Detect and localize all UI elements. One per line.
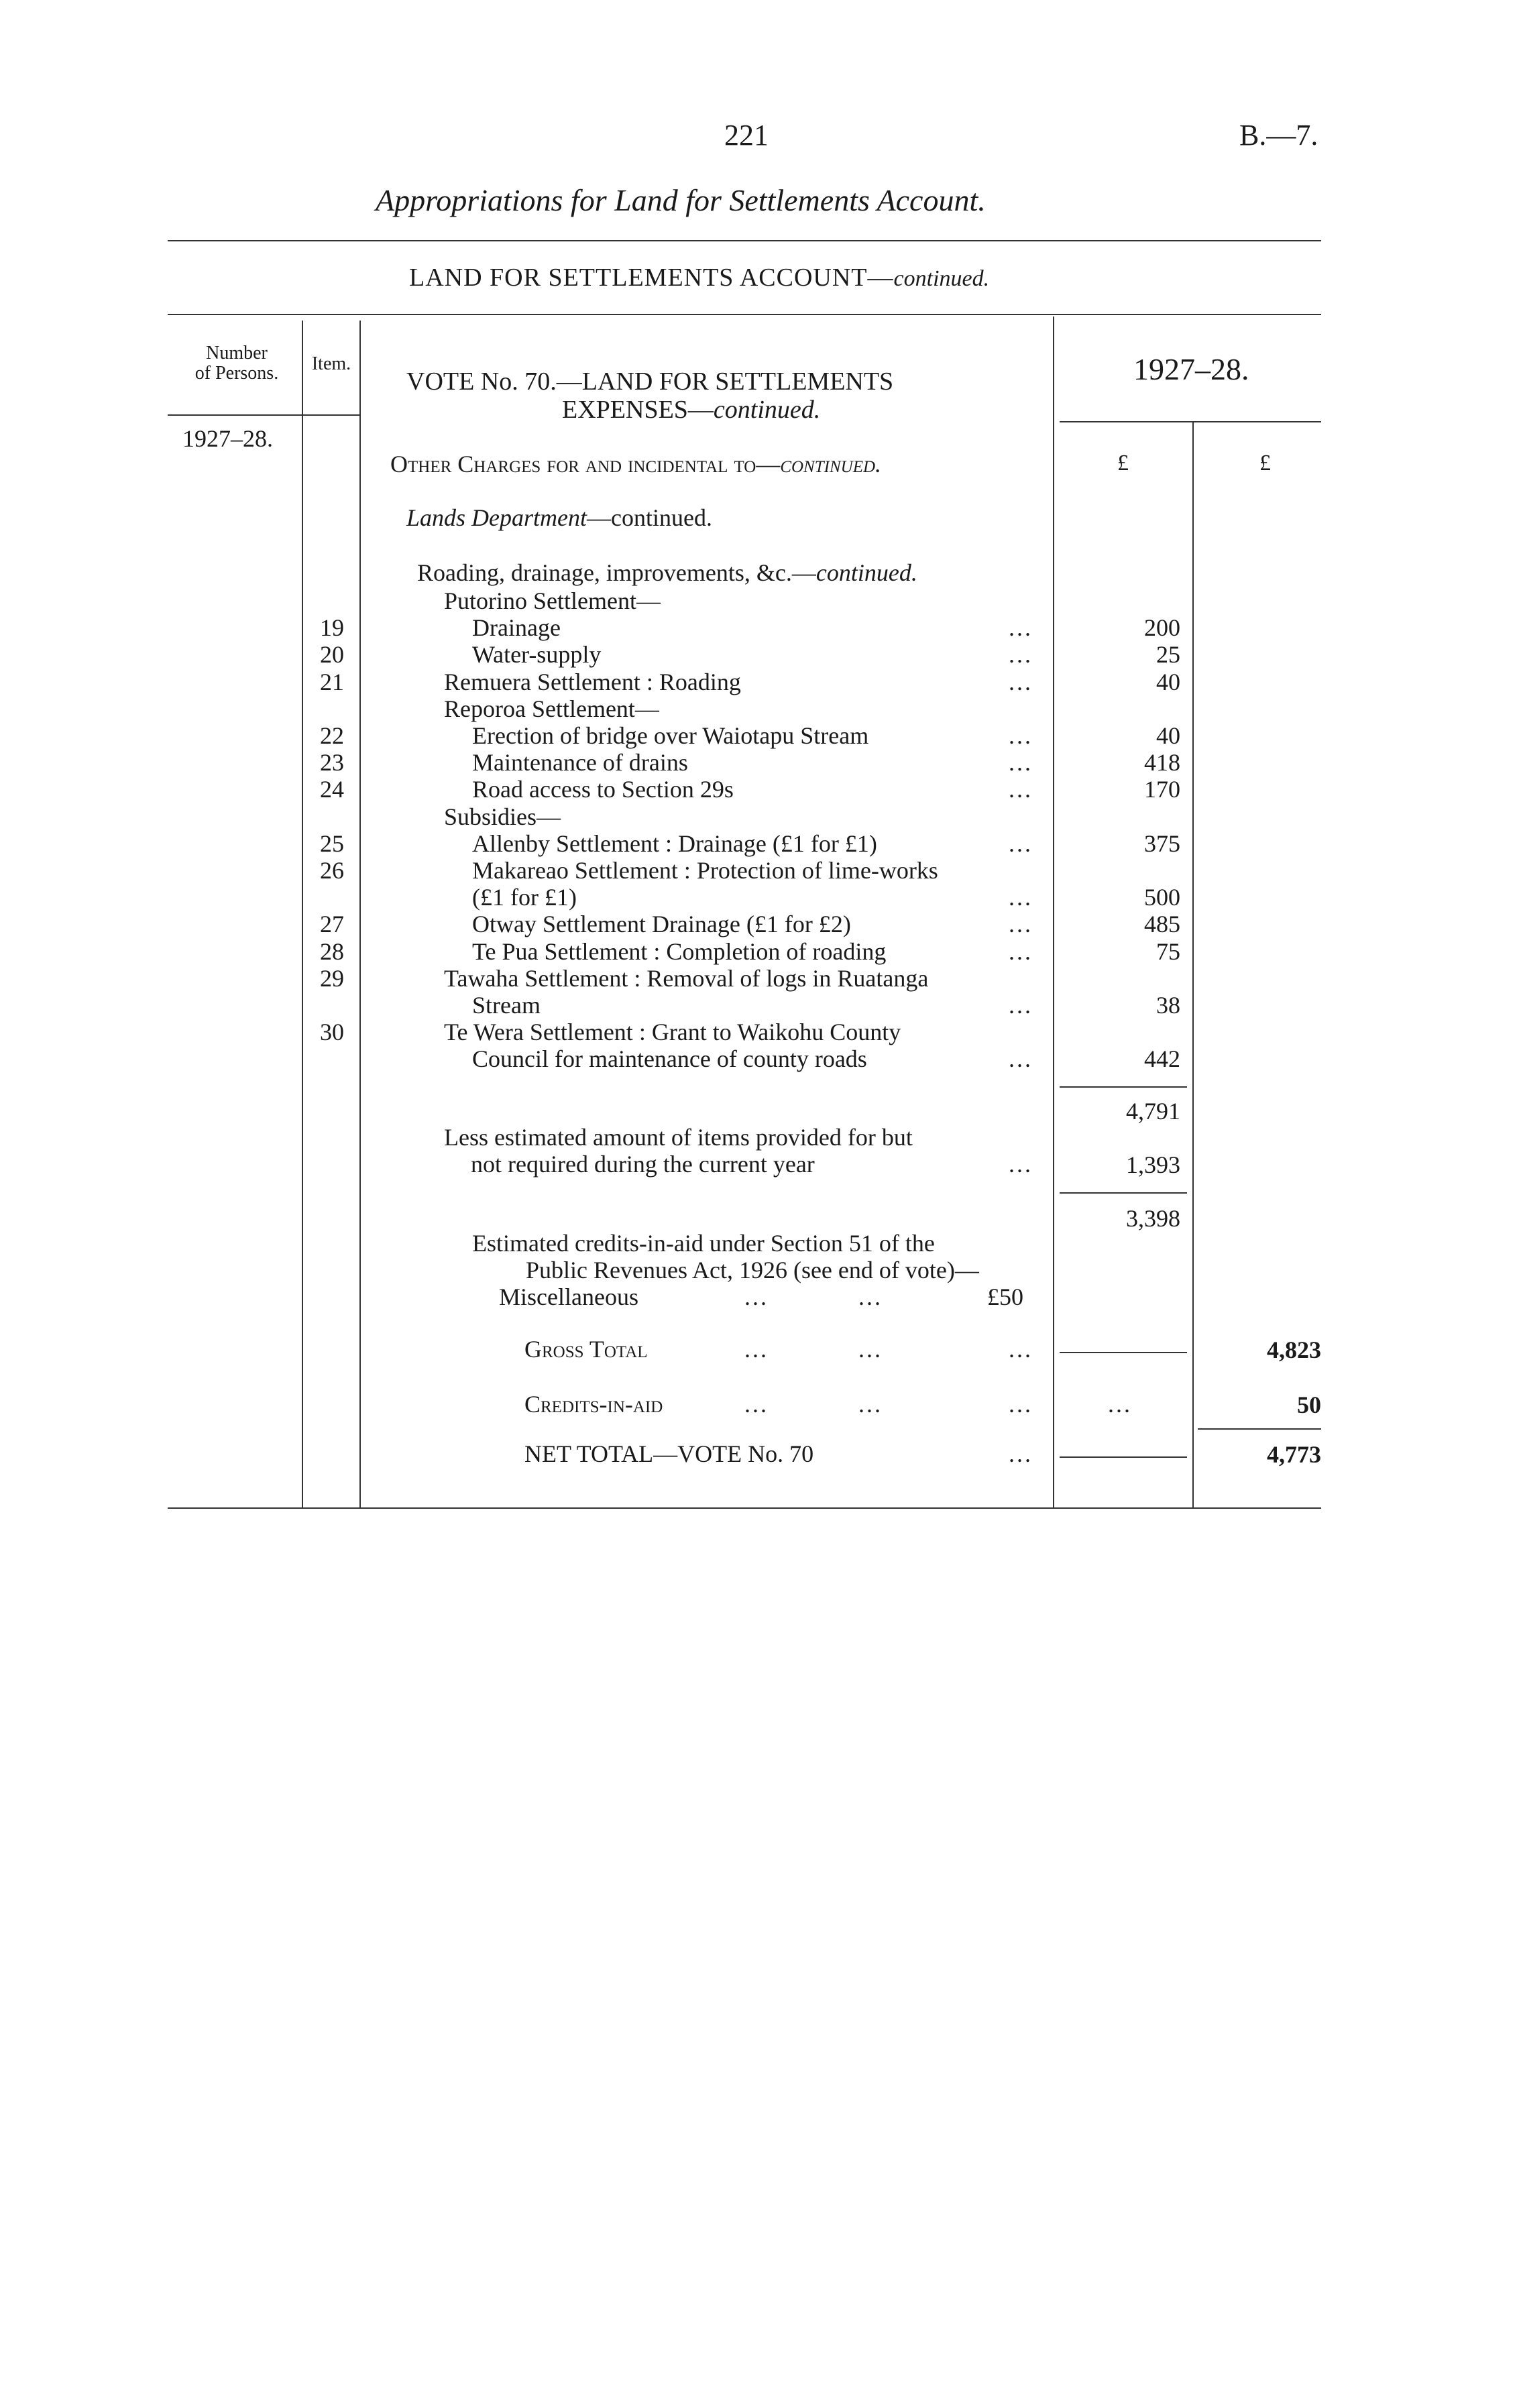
- gross-total-dots-1: ...: [744, 1336, 769, 1363]
- line-item-row: [0, 803, 1521, 830]
- line-item-row: [0, 776, 1521, 803]
- line-item-row: [0, 965, 1521, 992]
- line-item-row: [0, 857, 1521, 884]
- line-item-amount: 38: [1156, 992, 1180, 1019]
- table-top-rule: [168, 314, 1321, 315]
- line-item-row: [0, 1019, 1521, 1045]
- line-item-text: Remuera Settlement : Roading: [444, 668, 741, 695]
- credits-dots-1: ...: [744, 1283, 769, 1310]
- credits-dots-2: ...: [858, 1283, 883, 1310]
- line-item-row: [0, 641, 1521, 668]
- line-item-number: 22: [320, 722, 344, 749]
- credits-estimate-text: Estimated credits-in-aid under Section 51 of the Public Revenues Act, 1926 (see end of vote)— Miscellaneous: [472, 1230, 979, 1310]
- line-item-amount: 40: [1156, 668, 1180, 695]
- line-item-dots: ...: [1009, 614, 1033, 642]
- line-item-text: Makareao Settlement : Protection of lime-works: [472, 857, 938, 884]
- number-of-persons-header: Number of Persons.: [194, 343, 279, 384]
- department-heading: Lands Department—continued.: [406, 504, 712, 531]
- year-header: 1927–28.: [1133, 352, 1249, 386]
- line-item-amount: 442: [1144, 1045, 1180, 1073]
- line-item-amount: 375: [1144, 829, 1180, 857]
- year-header-rule: [1060, 421, 1321, 422]
- line-item-dots: ...: [1009, 776, 1033, 803]
- line-item-text: Subsidies—: [444, 803, 561, 830]
- line-item-row: [0, 695, 1521, 722]
- credits-in-aid-dots-2: ...: [858, 1391, 883, 1418]
- line-item-text: Reporoa Settlement—: [444, 695, 659, 722]
- line-item-text: Erection of bridge over Waiotapu Stream: [472, 722, 869, 749]
- gross-total-dash: [1060, 1352, 1187, 1353]
- persons-year: 1927–28.: [182, 425, 273, 452]
- line-item-text: Tawaha Settlement : Removal of logs in Ruatanga: [444, 964, 929, 992]
- line-item-text: (£1 for £1): [472, 884, 577, 911]
- item-header-rule: [303, 414, 359, 416]
- line-item-row: [0, 722, 1521, 749]
- table-bottom-rule: [168, 1507, 1321, 1509]
- line-item-number: 19: [320, 614, 344, 642]
- line-item-dots: ...: [1009, 641, 1033, 669]
- credits-in-aid-col1: ...: [1108, 1391, 1132, 1418]
- line-item-text: Water-supply: [472, 641, 602, 669]
- persons-header-rule: [168, 414, 302, 416]
- line-item-number: 29: [320, 964, 344, 992]
- credits-in-aid-amount: 50: [1297, 1391, 1321, 1418]
- subtotal-amount: 4,791: [1126, 1098, 1180, 1125]
- line-item-row: [0, 992, 1521, 1019]
- line-item-number: 23: [320, 749, 344, 777]
- net-total-rule: [1198, 1428, 1321, 1430]
- line-item-row: [0, 669, 1521, 695]
- line-item-text: Council for maintenance of county roads: [472, 1045, 867, 1073]
- net-amount: 3,398: [1126, 1205, 1180, 1232]
- line-item-text: Maintenance of drains: [472, 749, 688, 777]
- line-item-number: 24: [320, 776, 344, 803]
- less-estimate-text: Less estimated amount of items provided for but not required during the current year: [444, 1124, 913, 1178]
- line-item-dots: ...: [1009, 911, 1033, 938]
- credits-in-aid-dots-1: ...: [744, 1391, 769, 1418]
- line-item-dots: ...: [1009, 668, 1033, 695]
- line-item-text: Te Wera Settlement : Grant to Waikohu County: [444, 1019, 901, 1046]
- line-item-dots: ...: [1009, 722, 1033, 749]
- page-number: 221: [724, 119, 769, 152]
- line-item-number: 27: [320, 911, 344, 938]
- net-total-label: NET TOTAL—VOTE No. 70: [524, 1440, 814, 1467]
- line-item-dots: ...: [1009, 829, 1033, 857]
- line-item-number: 28: [320, 937, 344, 965]
- line-item-row: [0, 830, 1521, 857]
- line-item-number: 25: [320, 829, 344, 857]
- line-item-dots: ...: [1009, 937, 1033, 965]
- line-item-text: Allenby Settlement : Drainage (£1 for £1): [472, 829, 877, 857]
- net-rule: [1060, 1192, 1187, 1194]
- line-item-text: Stream: [472, 992, 541, 1019]
- line-item-row: [0, 749, 1521, 776]
- line-item-dots: ...: [1009, 1045, 1033, 1073]
- line-item-number: 26: [320, 857, 344, 884]
- line-item-amount: 418: [1144, 749, 1180, 777]
- item-header: Item.: [311, 353, 351, 374]
- credits-misc-amount: £50: [987, 1283, 1023, 1310]
- subtotal-rule: [1060, 1086, 1187, 1088]
- credits-in-aid-dots-3: ...: [1009, 1391, 1033, 1418]
- line-item-number: 21: [320, 668, 344, 695]
- line-item-text: Road access to Section 29s: [472, 776, 734, 803]
- line-item-row: [0, 1045, 1521, 1072]
- line-item-row: [0, 884, 1521, 911]
- vote-heading: VOTE No. 70.—LAND FOR SETTLEMENTS EXPENSES—continued.: [406, 367, 894, 424]
- line-item-amount: 200: [1144, 614, 1180, 642]
- line-item-text: Drainage: [472, 614, 561, 642]
- line-item-amount: 170: [1144, 776, 1180, 803]
- net-total-dots: ...: [1009, 1440, 1033, 1467]
- credits-in-aid-label: Credits-in-aid: [524, 1391, 663, 1418]
- currency-header-1: £: [1117, 451, 1129, 475]
- line-item-dots: ...: [1009, 992, 1033, 1019]
- line-item-row: [0, 614, 1521, 641]
- line-item-dots: ...: [1009, 749, 1033, 777]
- line-item-amount: 500: [1144, 884, 1180, 911]
- group-heading: Roading, drainage, improvements, &c.—continued.: [417, 559, 917, 586]
- section-heading: LAND FOR SETTLEMENTS ACCOUNT—continued.: [409, 264, 990, 292]
- title-rule: [168, 240, 1321, 241]
- line-item-amount: 485: [1144, 911, 1180, 938]
- net-total-amount: 4,773: [1267, 1441, 1321, 1468]
- less-estimate-amount: 1,393: [1126, 1151, 1180, 1178]
- line-item-row: [0, 938, 1521, 965]
- gross-total-dots-3: ...: [1009, 1336, 1033, 1363]
- document-code: B.—7.: [1239, 119, 1318, 152]
- line-item-number: 20: [320, 641, 344, 669]
- line-item-text: Otway Settlement Drainage (£1 for £2): [472, 911, 851, 938]
- line-item-amount: 40: [1156, 722, 1180, 749]
- line-item-number: 30: [320, 1019, 344, 1046]
- gross-total-label: Gross Total: [524, 1336, 648, 1363]
- currency-header-2: £: [1259, 451, 1271, 475]
- gross-total-dots-2: ...: [858, 1336, 883, 1363]
- charges-subheading: Other Charges for and incidental to—continued.: [390, 451, 882, 477]
- line-item-amount: 75: [1156, 937, 1180, 965]
- line-item-row: [0, 911, 1521, 937]
- line-item-text: Te Pua Settlement : Completion of roading: [472, 937, 887, 965]
- net-total-dash: [1060, 1456, 1187, 1458]
- less-estimate-dots: ...: [1009, 1151, 1033, 1178]
- line-item-amount: 25: [1156, 641, 1180, 669]
- line-item-dots: ...: [1009, 884, 1033, 911]
- line-item-text: Putorino Settlement—: [444, 587, 661, 614]
- line-item-row: [0, 587, 1521, 614]
- gross-total-amount: 4,823: [1267, 1336, 1321, 1363]
- page-title: Appropriations for Land for Settlements Account.: [376, 183, 986, 217]
